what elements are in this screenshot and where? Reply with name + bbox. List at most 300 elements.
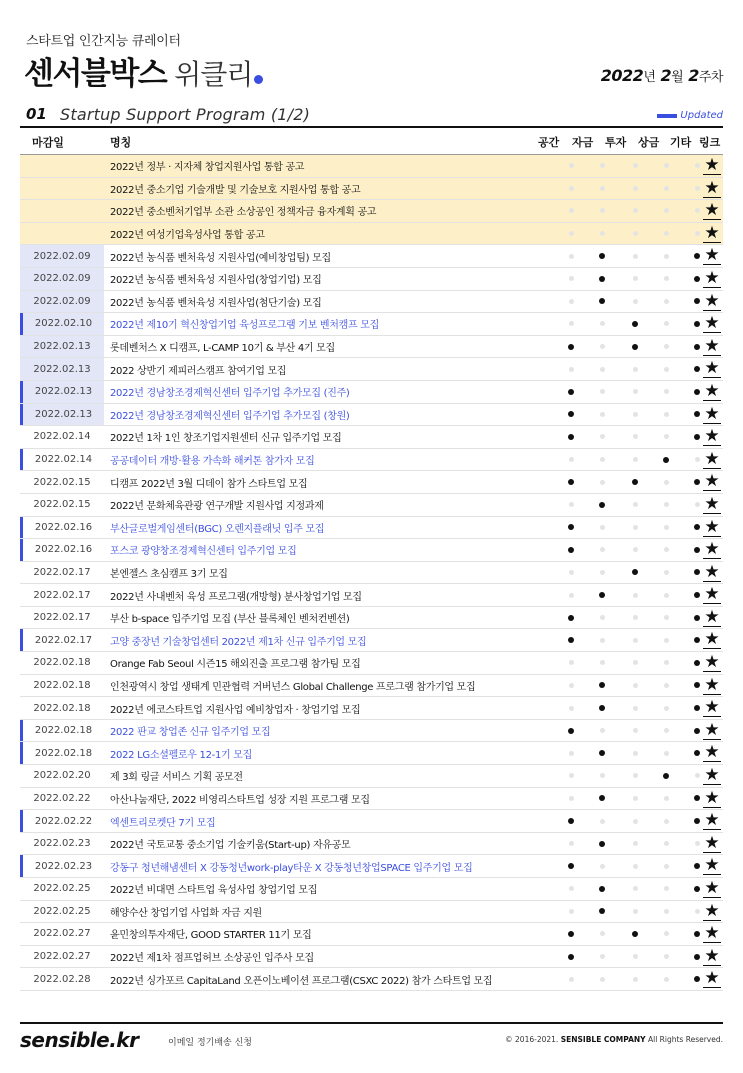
link-star-icon[interactable]: ★ [704, 855, 720, 876]
flag-etc-dot-icon [695, 909, 700, 914]
link-star-icon[interactable]: ★ [704, 358, 720, 379]
row-deadline: 2022.02.16 [20, 517, 104, 539]
mail-subscribe-link[interactable]: 이메일 정기배송 신청 [168, 1038, 252, 1048]
updated-legend [657, 110, 723, 121]
row-deadline: 2022.02.17 [20, 562, 104, 584]
row-deadline [20, 200, 104, 222]
table-row [20, 810, 723, 833]
table-header [20, 128, 723, 155]
flag-invest-dot-icon [633, 819, 638, 824]
flag-fund-dot-icon [600, 208, 605, 213]
row-flags [544, 245, 723, 267]
copyright-company: SENSIBLE COMPANY [560, 1035, 646, 1044]
flag-space-dot-icon [569, 796, 574, 801]
table-row [20, 404, 723, 427]
col-prize: 상금 [638, 136, 660, 149]
row-flags [544, 155, 723, 177]
flag-etc-dot-icon [695, 457, 700, 462]
link-star-icon[interactable]: ★ [704, 177, 720, 198]
flag-invest-dot-icon [632, 931, 638, 937]
link-star-icon[interactable]: ★ [704, 471, 720, 492]
issue-week-unit: 주차 [698, 70, 723, 85]
row-program-name: 2022 판교 창업존 신규 입주기업 모집 [110, 727, 271, 739]
flag-fund-dot-icon [599, 502, 605, 508]
row-program-name: 2022 LG소셜펠로우 12-1기 모집 [110, 749, 252, 761]
row-deadline: 2022.02.17 [20, 584, 104, 606]
flag-fund-dot-icon [600, 434, 605, 439]
link-star-icon[interactable]: ★ [704, 200, 720, 221]
flag-etc-dot-icon [694, 705, 700, 711]
flag-fund-dot-icon [600, 819, 605, 824]
tagline: 스타트업 인간지능 큐레이터 [26, 34, 181, 49]
flag-prize-dot-icon [664, 231, 669, 236]
flag-invest-dot-icon [633, 954, 638, 959]
row-program-name: 2022년 문화체육관광 연구개발 지원사업 지정과제 [110, 501, 324, 513]
row-flags [544, 584, 723, 606]
flag-prize-dot-icon [664, 570, 669, 575]
col-deadline: 마감일 [32, 136, 64, 149]
flag-invest-dot-icon [633, 615, 638, 620]
row-program-name: 인천광역시 창업 생태계 민관협력 거버넌스 Global Challenge 프로그램 참가기업 모집 [110, 681, 476, 693]
link-star-icon[interactable]: ★ [704, 245, 720, 266]
program-table [20, 155, 723, 991]
flag-prize-dot-icon [664, 683, 669, 688]
flag-etc-dot-icon [694, 660, 700, 666]
flag-prize-dot-icon [664, 593, 669, 598]
flag-space-dot-icon [568, 547, 574, 553]
link-star-icon[interactable]: ★ [704, 968, 720, 989]
row-program-name: 2022년 중소벤처기업부 소관 소상공인 정책자금 융자계획 공고 [104, 200, 544, 222]
row-deadline: 2022.02.16 [20, 539, 104, 561]
flag-space-dot-icon [569, 593, 574, 598]
row-flags [544, 968, 723, 990]
row-deadline [20, 178, 104, 200]
row-program-name: 부산 b-space 입주기업 모집 (부산 블록체인 벤처컨벤션) [110, 614, 350, 626]
link-star-icon[interactable]: ★ [704, 945, 720, 966]
flag-etc-dot-icon [695, 163, 700, 168]
row-program-name: 2022년 1차 1인 창조기업지원센터 신규 입주기업 모집 [110, 433, 342, 445]
flag-prize-dot-icon [664, 615, 669, 620]
issue-year: 2022 [600, 66, 644, 85]
link-star-icon[interactable]: ★ [704, 787, 720, 808]
row-deadline: 2022.02.18 [20, 742, 104, 764]
flag-space-dot-icon [569, 502, 574, 507]
issue-week: 2 [688, 66, 699, 85]
flag-prize-dot-icon [664, 864, 669, 869]
copyright-suffix: All Rights Reserved. [647, 1035, 723, 1044]
table-row [20, 155, 723, 178]
flag-etc-dot-icon [694, 321, 700, 327]
row-flags [544, 291, 723, 313]
table-row [20, 968, 723, 991]
row-deadline: 2022.02.13 [20, 336, 104, 358]
flag-invest-dot-icon [633, 593, 638, 598]
flag-fund-dot-icon [600, 638, 605, 643]
flag-space-dot-icon [569, 299, 574, 304]
row-program-name: 공공데이터 개방·활용 가속화 해커톤 참가자 모집 [110, 456, 315, 468]
row-flags [544, 765, 723, 787]
table-row [20, 381, 723, 404]
row-deadline: 2022.02.14 [20, 426, 104, 448]
table-row [20, 923, 723, 946]
flag-space-dot-icon [569, 457, 574, 462]
table-row [20, 765, 723, 788]
col-name: 명칭 [110, 136, 132, 149]
flag-space-dot-icon [569, 886, 574, 891]
flag-invest-dot-icon [633, 728, 638, 733]
row-program-name: 2022년 농식품 벤처육성 지원사업(첨단기술) 모집 [110, 297, 322, 309]
flag-prize-dot-icon [664, 547, 669, 552]
row-flags [544, 878, 723, 900]
link-star-icon[interactable]: ★ [704, 584, 720, 605]
flag-fund-dot-icon [600, 864, 605, 869]
link-star-icon[interactable]: ★ [704, 290, 720, 311]
flag-invest-dot-icon [633, 434, 638, 439]
flag-invest-dot-icon [633, 886, 638, 891]
table-row [20, 675, 723, 698]
row-flags [544, 788, 723, 810]
row-flags [544, 855, 723, 877]
row-deadline: 2022.02.18 [20, 720, 104, 742]
link-star-icon[interactable]: ★ [704, 493, 720, 514]
row-program-name: 2022년 국토교통 중소기업 기술키움(Start-up) 자유공모 [110, 840, 351, 852]
row-deadline: 2022.02.10 [20, 313, 104, 335]
flag-etc-dot-icon [695, 208, 700, 213]
row-deadline: 2022.02.20 [20, 765, 104, 787]
link-star-icon[interactable]: ★ [704, 674, 720, 695]
flag-prize-dot-icon [664, 728, 669, 733]
row-flags [544, 652, 723, 674]
link-star-icon[interactable]: ★ [704, 742, 720, 763]
table-row [20, 358, 723, 381]
flag-invest-dot-icon [633, 909, 638, 914]
link-star-icon[interactable]: ★ [704, 222, 720, 243]
row-deadline: 2022.02.22 [20, 788, 104, 810]
row-program-name: 2022년 중소기업 기술개발 및 기술보호 지원사업 통합 공고 [104, 178, 544, 200]
flag-invest-dot-icon [633, 412, 638, 417]
row-program-name: 윤민창의투자재단, GOOD STARTER 11기 모집 [110, 930, 312, 942]
flag-invest-dot-icon [633, 525, 638, 530]
brand-main-text: 센서블박스 [24, 56, 167, 92]
flag-space-dot-icon [568, 479, 574, 485]
row-flags [544, 697, 723, 719]
flag-space-dot-icon [568, 524, 574, 530]
flag-fund-dot-icon [599, 253, 605, 259]
link-star-icon[interactable]: ★ [704, 765, 720, 786]
flag-fund-dot-icon [599, 750, 605, 756]
row-flags [544, 336, 723, 358]
flag-prize-dot-icon [664, 841, 669, 846]
link-star-icon[interactable]: ★ [704, 832, 720, 853]
link-star-icon[interactable]: ★ [704, 448, 720, 469]
link-star-icon[interactable]: ★ [704, 629, 720, 650]
flag-etc-dot-icon [694, 954, 700, 960]
row-flags [544, 381, 723, 403]
flag-fund-dot-icon [600, 480, 605, 485]
row-program-name: 2022년 제10기 혁신창업기업 육성프로그램 기보 벤처캠프 모집 [110, 320, 379, 332]
flag-invest-dot-icon [633, 773, 638, 778]
row-flags [544, 607, 723, 629]
flag-etc-dot-icon [694, 524, 700, 530]
flag-fund-dot-icon [600, 570, 605, 575]
row-flags [544, 742, 723, 764]
row-deadline: 2022.02.17 [20, 607, 104, 629]
flag-etc-dot-icon [694, 547, 700, 553]
flag-prize-dot-icon [663, 457, 669, 463]
col-link: 링크 [699, 136, 721, 149]
flag-space-dot-icon [569, 367, 574, 372]
flag-space-dot-icon [568, 411, 574, 417]
updated-bar-icon [657, 114, 677, 118]
flag-invest-dot-icon [633, 457, 638, 462]
link-star-icon[interactable]: ★ [704, 539, 720, 560]
link-star-icon[interactable]: ★ [704, 335, 720, 356]
row-program-name: 고양 중장년 기술창업센터 2022년 제1차 신규 입주기업 모집 [110, 636, 367, 648]
row-flags [544, 178, 723, 200]
flag-space-dot-icon [569, 909, 574, 914]
flag-prize-dot-icon [664, 638, 669, 643]
row-program-name: 2022년 사내벤처 육성 프로그램(개방형) 분사창업기업 모집 [110, 591, 362, 603]
flag-fund-dot-icon [599, 592, 605, 598]
row-flags [544, 358, 723, 380]
flag-etc-dot-icon [694, 976, 700, 982]
link-star-icon[interactable]: ★ [704, 313, 720, 334]
table-row [20, 449, 723, 472]
row-deadline: 2022.02.18 [20, 675, 104, 697]
link-star-icon[interactable]: ★ [704, 606, 720, 627]
flag-prize-dot-icon [664, 886, 669, 891]
row-flags [544, 268, 723, 290]
link-star-icon[interactable]: ★ [704, 516, 720, 537]
flag-fund-dot-icon [600, 728, 605, 733]
table-row [20, 788, 723, 811]
row-program-name: 해양수산 창업기업 사업화 자금 지원 [110, 907, 262, 919]
table-row [20, 268, 723, 291]
flag-etc-dot-icon [694, 389, 700, 395]
flag-prize-dot-icon [664, 434, 669, 439]
flag-fund-dot-icon [600, 412, 605, 417]
flag-etc-dot-icon [694, 818, 700, 824]
row-deadline: 2022.02.09 [20, 291, 104, 313]
flag-fund-dot-icon [600, 931, 605, 936]
link-star-icon[interactable]: ★ [704, 155, 720, 175]
table-row [20, 471, 723, 494]
flag-fund-dot-icon [600, 321, 605, 326]
row-program-name: 본엔젤스 초심캠프 3기 모집 [110, 568, 228, 580]
flag-etc-dot-icon [694, 615, 700, 621]
row-flags [544, 494, 723, 516]
row-flags [544, 923, 723, 945]
link-star-icon[interactable]: ★ [704, 561, 720, 582]
flag-etc-dot-icon [694, 795, 700, 801]
flag-prize-dot-icon [664, 480, 669, 485]
row-deadline [20, 223, 104, 245]
flag-invest-dot-icon [633, 841, 638, 846]
link-star-icon[interactable]: ★ [704, 697, 720, 718]
flag-invest-dot-icon [633, 254, 638, 259]
link-star-icon[interactable]: ★ [704, 426, 720, 447]
flag-fund-dot-icon [600, 231, 605, 236]
flag-etc-dot-icon [695, 773, 700, 778]
flag-space-dot-icon [569, 208, 574, 213]
flag-etc-dot-icon [694, 931, 700, 937]
flag-invest-dot-icon [633, 638, 638, 643]
row-program-name: 2022년 제1차 점프업허브 소상공인 입주사 모집 [110, 953, 314, 965]
table-row [20, 178, 723, 201]
table-row [20, 720, 723, 743]
flag-invest-dot-icon [633, 502, 638, 507]
flag-space-dot-icon [569, 841, 574, 846]
section-heading [26, 104, 723, 126]
issue-month: 2 [660, 66, 672, 85]
issue-label [601, 66, 723, 85]
flag-space-dot-icon [569, 660, 574, 665]
table-row [20, 223, 723, 246]
row-program-name: 2022년 비대면 스타트업 육성사업 창업기업 모집 [110, 885, 318, 897]
flag-prize-dot-icon [664, 819, 669, 824]
flag-prize-dot-icon [664, 525, 669, 530]
site-link[interactable]: sensible.kr [20, 1028, 139, 1052]
row-flags [544, 313, 723, 335]
copyright-prefix: © 2016-2021. [505, 1035, 559, 1044]
table-row [20, 607, 723, 630]
flag-etc-dot-icon [694, 592, 700, 598]
row-flags [544, 562, 723, 584]
table-row [20, 336, 723, 359]
flag-prize-dot-icon [664, 706, 669, 711]
brand-sub-text: 위클리 [174, 58, 253, 91]
flag-space-dot-icon [568, 931, 574, 937]
link-star-icon[interactable]: ★ [704, 403, 720, 424]
flag-fund-dot-icon [600, 344, 605, 349]
flag-prize-dot-icon [664, 254, 669, 259]
link-star-icon[interactable]: ★ [704, 878, 720, 898]
flag-prize-dot-icon [663, 773, 669, 779]
updated-label: Updated [680, 110, 723, 121]
table-row [20, 652, 723, 675]
row-program-name: 엑센트리로켓단 7기 모집 [110, 817, 216, 829]
row-flags [544, 471, 723, 493]
flag-fund-dot-icon [599, 886, 605, 892]
row-program-name: 2022년 여성기업육성사업 통합 공고 [104, 223, 544, 245]
flag-fund-dot-icon [600, 525, 605, 530]
brand-logo [24, 48, 263, 94]
flag-etc-dot-icon [694, 253, 700, 259]
flag-fund-dot-icon [599, 276, 605, 282]
flag-prize-dot-icon [664, 321, 669, 326]
flag-space-dot-icon [569, 276, 574, 281]
row-program-name: 2022년 에코스타트업 지원사업 예비창업자 · 창업기업 모집 [110, 704, 361, 716]
flag-invest-dot-icon [633, 864, 638, 869]
flag-invest-dot-icon [633, 186, 638, 191]
flag-space-dot-icon [569, 706, 574, 711]
flag-prize-dot-icon [664, 751, 669, 756]
table-row [20, 539, 723, 562]
flag-prize-dot-icon [664, 276, 669, 281]
table-row [20, 629, 723, 652]
flag-space-dot-icon [568, 389, 574, 395]
link-star-icon[interactable]: ★ [704, 900, 720, 921]
flag-invest-dot-icon [633, 163, 638, 168]
link-star-icon[interactable]: ★ [704, 380, 720, 401]
flag-etc-dot-icon [695, 186, 700, 191]
flag-etc-dot-icon [694, 728, 700, 734]
table-row [20, 901, 723, 924]
flag-invest-dot-icon [633, 547, 638, 552]
row-flags [544, 539, 723, 561]
col-invest: 투자 [605, 136, 627, 149]
flag-space-dot-icon [568, 863, 574, 869]
row-deadline: 2022.02.09 [20, 245, 104, 267]
flag-invest-dot-icon [632, 569, 638, 575]
flag-fund-dot-icon [600, 367, 605, 372]
flag-fund-dot-icon [599, 841, 605, 847]
flag-etc-dot-icon [694, 637, 700, 643]
link-star-icon[interactable]: ★ [704, 267, 720, 288]
flag-invest-dot-icon [633, 276, 638, 281]
flag-invest-dot-icon [633, 977, 638, 982]
row-deadline: 2022.02.23 [20, 855, 104, 877]
row-deadline: 2022.02.13 [20, 404, 104, 426]
row-deadline: 2022.02.18 [20, 697, 104, 719]
row-program-name: 제 3회 링글 서비스 기획 공모전 [110, 772, 243, 784]
flag-space-dot-icon [568, 954, 574, 960]
flag-fund-dot-icon [599, 908, 605, 914]
flag-invest-dot-icon [632, 479, 638, 485]
flag-space-dot-icon [569, 751, 574, 756]
link-star-icon[interactable]: ★ [704, 923, 720, 944]
flag-space-dot-icon [569, 977, 574, 982]
row-deadline: 2022.02.28 [20, 968, 104, 990]
row-flags [544, 901, 723, 923]
flag-fund-dot-icon [599, 682, 605, 688]
flag-space-dot-icon [569, 163, 574, 168]
flag-etc-dot-icon [694, 863, 700, 869]
flag-space-dot-icon [569, 321, 574, 326]
row-program-name: 2022년 농식품 벤처육성 지원사업(예비창업팀) 모집 [110, 252, 331, 264]
row-flags [544, 946, 723, 968]
row-program-name: 포스코 광양창조경제혁신센터 입주기업 모집 [110, 546, 297, 558]
row-flags [544, 720, 723, 742]
row-program-name: 디캠프 2022년 3월 디데이 참가 스타트업 모집 [110, 478, 308, 490]
flag-etc-dot-icon [694, 366, 700, 372]
flag-prize-dot-icon [664, 299, 669, 304]
flag-fund-dot-icon [600, 954, 605, 959]
flag-etc-dot-icon [694, 276, 700, 282]
table-row [20, 494, 723, 517]
flag-etc-dot-icon [695, 231, 700, 236]
flag-space-dot-icon [568, 637, 574, 643]
flag-etc-dot-icon [694, 569, 700, 575]
flag-space-dot-icon [568, 615, 574, 621]
flag-invest-dot-icon [633, 389, 638, 394]
row-program-name: Orange Fab Seoul 시즌15 해외진출 프로그램 참가팀 모집 [110, 659, 361, 671]
table-row [20, 878, 723, 901]
flag-space-dot-icon [569, 683, 574, 688]
flag-prize-dot-icon [664, 502, 669, 507]
link-star-icon[interactable]: ★ [704, 652, 720, 673]
link-star-icon[interactable]: ★ [704, 810, 720, 831]
flag-etc-dot-icon [695, 841, 700, 846]
row-program-name: 2022년 싱가포르 CapitaLand 오픈이노베이션 프로그램(CSXC 2022) 참가 스타트업 모집 [110, 975, 493, 987]
row-deadline: 2022.02.15 [20, 471, 104, 493]
flag-etc-dot-icon [694, 344, 700, 350]
table-row [20, 562, 723, 585]
flag-fund-dot-icon [600, 547, 605, 552]
link-star-icon[interactable]: ★ [704, 719, 720, 740]
flag-etc-dot-icon [694, 479, 700, 485]
table-row [20, 833, 723, 856]
